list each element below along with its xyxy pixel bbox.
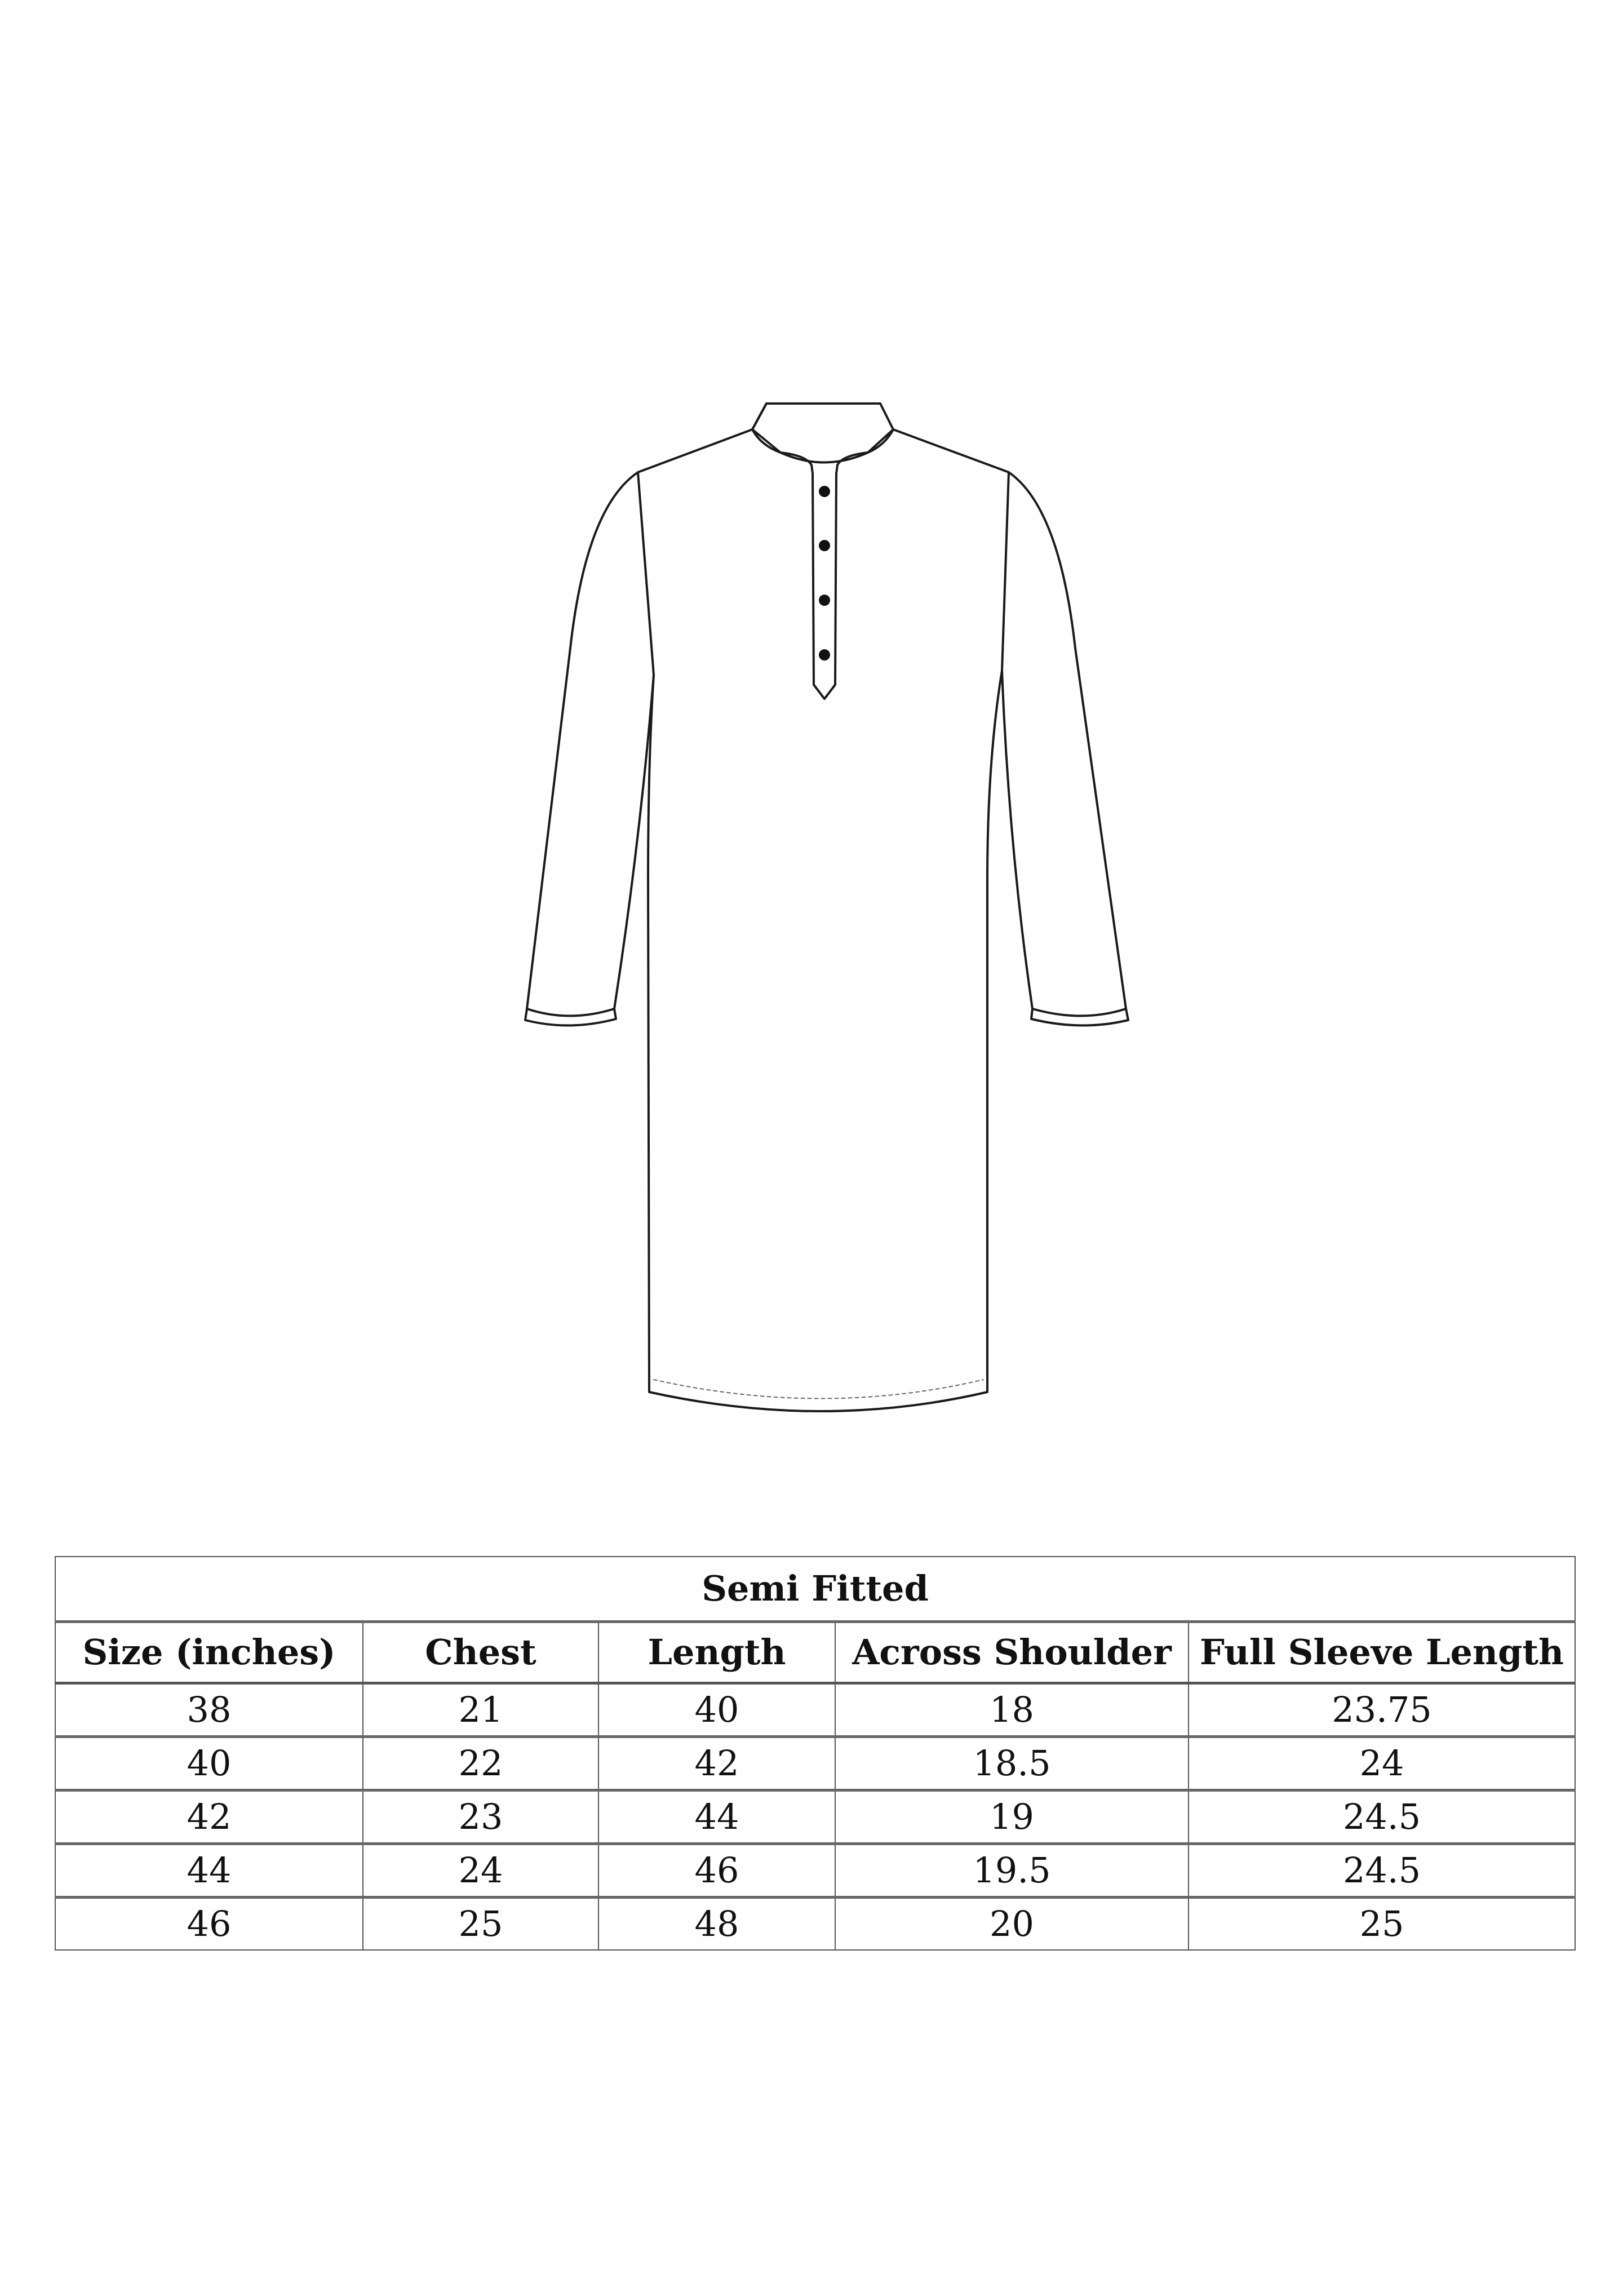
table-title: Semi Fitted xyxy=(55,1557,1575,1622)
cell-size: 38 xyxy=(55,1683,363,1737)
header-chest: Chest xyxy=(363,1622,598,1683)
cell-full-sleeve-length: 24.5 xyxy=(1189,1844,1575,1898)
button-dots xyxy=(819,486,830,661)
header-row xyxy=(55,1622,1575,1683)
cell-full-sleeve-length: 24 xyxy=(1189,1737,1575,1790)
cell-across-shoulder: 20 xyxy=(835,1898,1189,1951)
cell-length: 42 xyxy=(598,1737,835,1790)
header-across-shoulder: Across Shoulder xyxy=(835,1622,1189,1683)
cell-size: 46 xyxy=(55,1898,363,1951)
cell-chest: 25 xyxy=(363,1898,598,1951)
cell-length: 40 xyxy=(598,1683,835,1737)
cell-across-shoulder: 19 xyxy=(835,1790,1189,1844)
cell-across-shoulder: 19.5 xyxy=(835,1844,1189,1898)
table-row xyxy=(55,1844,1575,1898)
cell-full-sleeve-length: 23.75 xyxy=(1189,1683,1575,1737)
cell-size: 44 xyxy=(55,1844,363,1898)
table-row xyxy=(55,1683,1575,1737)
header-length: Length xyxy=(598,1622,835,1683)
cell-length: 46 xyxy=(598,1844,835,1898)
table-row xyxy=(55,1737,1575,1790)
size-table xyxy=(55,1556,1576,1951)
header-size: Size (inches) xyxy=(55,1622,363,1683)
size-chart xyxy=(55,1556,1575,1951)
cell-across-shoulder: 18 xyxy=(835,1683,1189,1737)
cell-across-shoulder: 18.5 xyxy=(835,1737,1189,1790)
cell-chest: 22 xyxy=(363,1737,598,1790)
cell-size: 42 xyxy=(55,1790,363,1844)
cell-length: 44 xyxy=(598,1790,835,1844)
cell-full-sleeve-length: 25 xyxy=(1189,1898,1575,1951)
cell-chest: 21 xyxy=(363,1683,598,1737)
table-row xyxy=(55,1790,1575,1844)
cell-full-sleeve-length: 24.5 xyxy=(1189,1790,1575,1844)
table-row xyxy=(55,1898,1575,1951)
cell-chest: 24 xyxy=(363,1844,598,1898)
cell-length: 48 xyxy=(598,1898,835,1951)
cell-chest: 23 xyxy=(363,1790,598,1844)
header-full-sleeve-length: Full Sleeve Length xyxy=(1189,1622,1575,1683)
cell-size: 40 xyxy=(55,1737,363,1790)
